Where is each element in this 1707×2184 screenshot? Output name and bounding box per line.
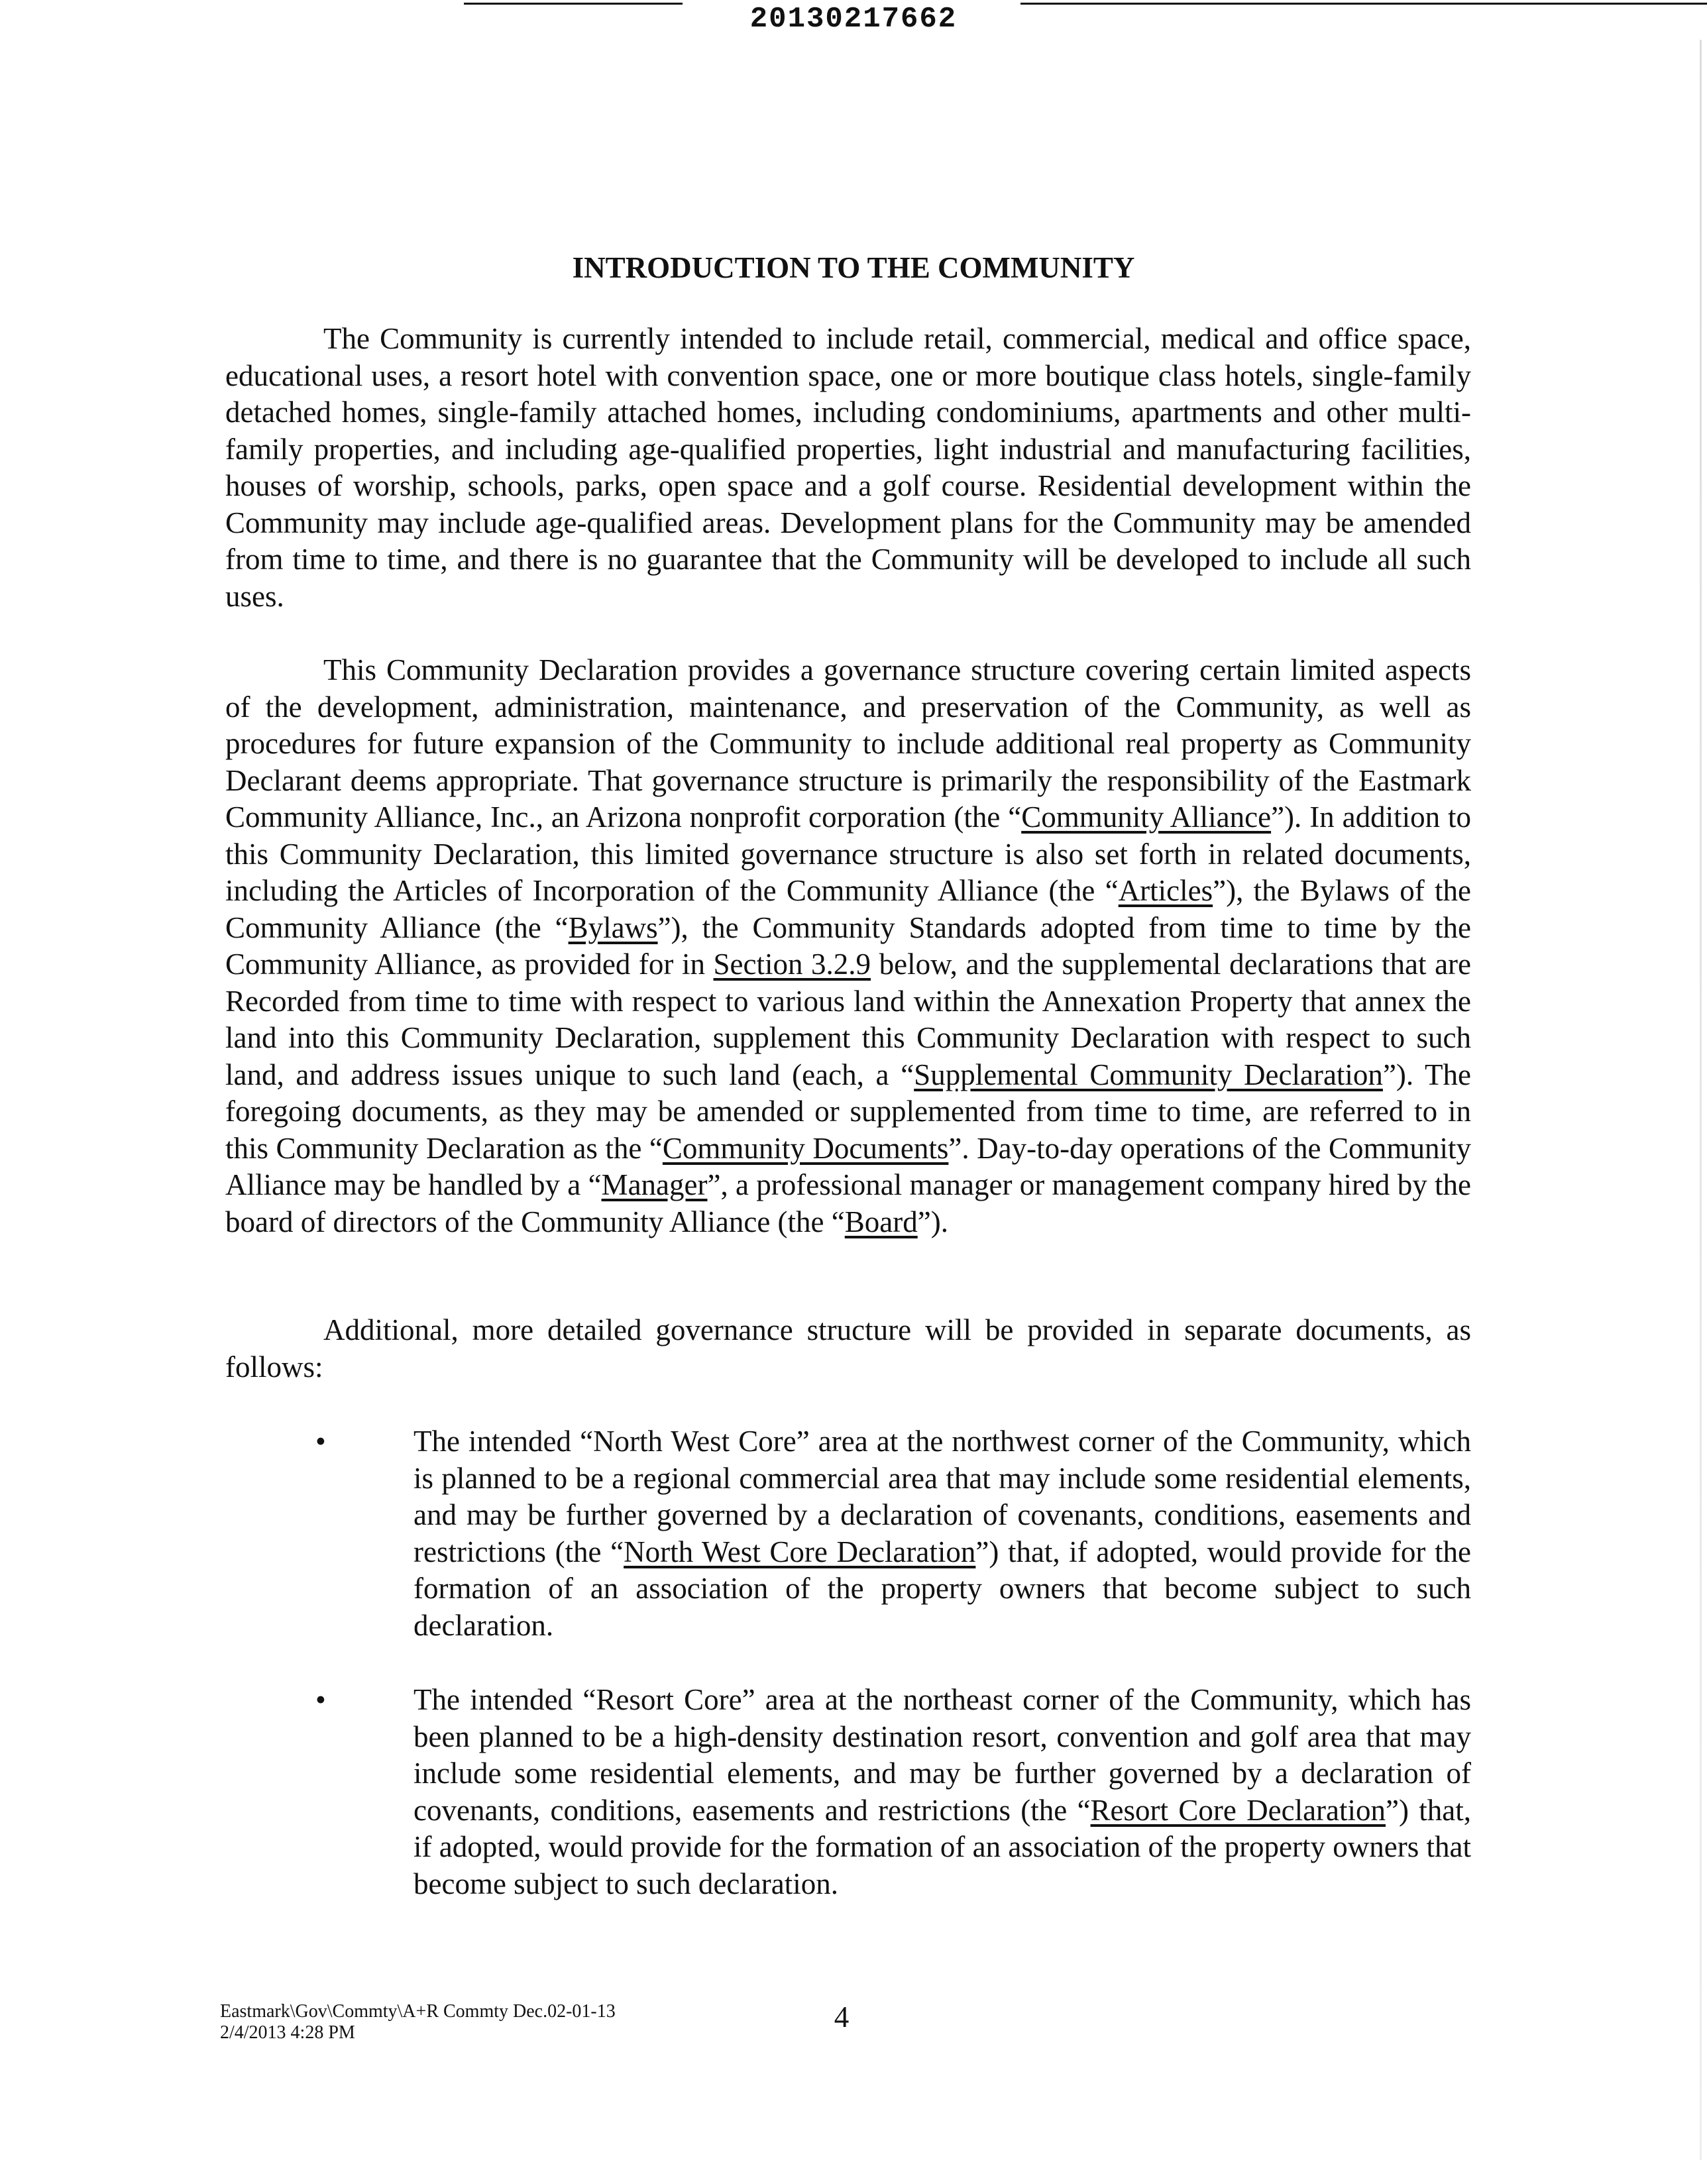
bullet-resort-core xyxy=(315,1682,1471,1902)
section-title: INTRODUCTION TO THE COMMUNITY xyxy=(572,251,1135,284)
bullet-1-text-2: ”) that, if adopted, would provide for the formation of an association of the property owners that become subject to such declaration. xyxy=(413,1535,1471,1642)
scan-edge-mark xyxy=(1700,40,1702,2160)
p2-text-8: ”, a professional manager or management company hired by the board of directors of the Community Alliance (the “ xyxy=(225,1168,1471,1238)
paragraph-additional-structure xyxy=(225,1312,1471,1386)
paragraph-1-text: The Community is currently intended to include retail, commercial, medical and office space, educational uses, a resort hotel with convention space, one or more boutique class hotels, single-family detached homes, single-family attached homes, including condominiums, apartments and other multi-family properties, and including age-qualified properties, light industrial and manufacturing facilities, houses of worship, schools, parks, open space and a golf course. Residential development within the Community may include age-qualified areas. Development plans for the Community may be amended from time to time, and there is no guarantee that the Community will be developed to include all such uses. xyxy=(225,322,1471,613)
list-item xyxy=(315,1423,1471,1644)
paragraph-community-uses xyxy=(225,321,1471,615)
p2-text-6: ”). The foregoing documents, as they may be amended or supplemented from time to time, are referred to in this Community Declaration as the “ xyxy=(225,1058,1471,1165)
list-item xyxy=(315,1682,1471,1902)
bullet-north-west-core xyxy=(315,1423,1471,1644)
bullet-1-text-1: The intended “North West Core” area at the northwest corner of the Community, which is planned to be a regional commercial area that may include some residential elements, and may be further governed by a declaration of covenants, conditions, easements and restrictions (the “ xyxy=(413,1425,1471,1568)
p2-text-5: below, and the supplemental declarations that are Recorded from time to time with respect to various land within the Annexation Property that annex the land into this Community Declaration, supplement this Community Declaration with respect to such land, and address issues unique to such land (each, a “ xyxy=(225,948,1471,1091)
footer-timestamp: 2/4/2013 4:28 PM xyxy=(220,2022,355,2043)
term-north-west-core-declaration: North West Core Declaration xyxy=(624,1535,976,1568)
term-supplemental-declaration: Supplemental Community Declaration xyxy=(914,1058,1383,1091)
p2-text-1: This Community Declaration provides a governance structure covering certain limited aspects of the development, administration, maintenance, and preservation of the Community, as well as procedures for future expansion of the Community to include additional real property as Community Declarant deems appropriate. That governance structure is primarily the responsibility of the Eastmark Community Alliance, Inc., an Arizona nonprofit corporation (the “ xyxy=(225,653,1471,834)
term-manager: Manager xyxy=(601,1168,708,1201)
term-resort-core-declaration: Resort Core Declaration xyxy=(1090,1793,1386,1827)
term-bylaws: Bylaws xyxy=(568,910,658,944)
paragraph-3-text: Additional, more detailed governance structure will be provided in separate documents, as follows: xyxy=(225,1313,1471,1384)
bullet-marker: • xyxy=(315,1425,326,1458)
p2-text-2: ”). In addition to this Community Declaration, this limited governance structure is also set forth in related documents, including the Articles of Incorporation of the Community Alliance (the “ xyxy=(225,800,1471,907)
paragraph-2-text xyxy=(225,652,1471,1240)
page-number: 4 xyxy=(834,2000,850,2034)
bullet-marker: • xyxy=(315,1683,326,1716)
term-board: Board xyxy=(844,1205,918,1238)
p2-text-7: ”. Day-to-day operations of the Community Alliance may be handled by a “ xyxy=(225,1131,1471,1201)
term-community-documents: Community Documents xyxy=(662,1131,949,1165)
bullet-2-text-1: The intended “Resort Core” area at the northeast corner of the Community, which has been planned to be a high-density destination resort, convention and golf area that may include some residential elements, and may be further governed by a declaration of covenants, conditions, easements and restrictions (the “ xyxy=(413,1683,1471,1827)
p2-text-9: ”). xyxy=(917,1205,948,1238)
term-section-reference: Section 3.2.9 xyxy=(713,948,871,981)
footer-file-path: Eastmark\Gov\Commty\A+R Commty Dec.02-01-13 xyxy=(220,2001,616,2022)
p2-text-3: ”), the Bylaws of the Community Alliance (the “ xyxy=(225,874,1471,944)
footer-file-info xyxy=(220,2001,616,2044)
paragraph-governance-structure xyxy=(225,652,1471,1240)
bullet-2-text-2: ”) that, if adopted, would provide for the formation of an association of the property owners that become subject to such declaration. xyxy=(413,1793,1472,1900)
p2-text-4: ”), the Community Standards adopted from time to time by the Community Alliance, as provided for in xyxy=(225,910,1472,981)
term-community-alliance: Community Alliance xyxy=(1021,800,1272,834)
term-articles: Articles xyxy=(1118,874,1213,907)
document-number: 20130217662 xyxy=(749,3,958,36)
